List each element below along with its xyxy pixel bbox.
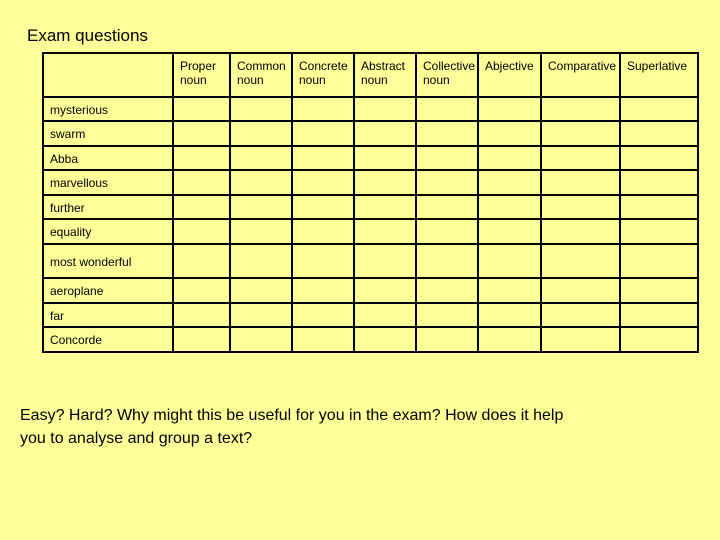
table-cell	[354, 244, 416, 279]
table-cell	[478, 278, 541, 302]
table-cell	[173, 170, 230, 194]
table-row	[43, 219, 698, 243]
table-cell	[173, 146, 230, 170]
table-cell	[620, 303, 698, 327]
table-cell	[230, 195, 292, 219]
table-cell	[541, 303, 620, 327]
table-cell	[292, 170, 354, 194]
table-cell	[620, 121, 698, 145]
table-cell	[230, 244, 292, 279]
row-label: far	[43, 303, 173, 327]
table-row	[43, 278, 698, 302]
row-label: equality	[43, 219, 173, 243]
table-cell	[292, 244, 354, 279]
table-cell	[230, 170, 292, 194]
table-cell	[292, 121, 354, 145]
table-row	[43, 97, 698, 121]
question-text: Easy? Hard? Why might this be useful for you in the exam? How does it help you to analyse and group a text?	[20, 407, 564, 447]
table-cell	[416, 97, 478, 121]
table-cell	[416, 146, 478, 170]
table-cell	[292, 97, 354, 121]
table-cell	[173, 244, 230, 279]
table-cell	[354, 327, 416, 352]
table-cell	[230, 303, 292, 327]
table-row	[43, 146, 698, 170]
header-corner-cell	[43, 53, 173, 97]
table-cell	[354, 97, 416, 121]
table-cell	[620, 327, 698, 352]
table-cell	[230, 146, 292, 170]
row-label: most wonderful	[43, 244, 173, 279]
table-cell	[354, 121, 416, 145]
table-cell	[173, 195, 230, 219]
table-cell	[478, 146, 541, 170]
table-cell	[478, 219, 541, 243]
table-cell	[292, 303, 354, 327]
table-row	[43, 244, 698, 279]
column-header: Abjective	[478, 53, 541, 97]
row-label: aeroplane	[43, 278, 173, 302]
table-cell	[620, 219, 698, 243]
column-header: Proper noun	[173, 53, 230, 97]
table-cell	[354, 278, 416, 302]
table-cell	[541, 195, 620, 219]
table-cell	[478, 195, 541, 219]
table-cell	[230, 278, 292, 302]
table-cell	[478, 97, 541, 121]
table-cell	[292, 219, 354, 243]
table-cell	[354, 303, 416, 327]
row-label: Abba	[43, 146, 173, 170]
table-cell	[354, 146, 416, 170]
table-cell	[620, 244, 698, 279]
table-cell	[173, 303, 230, 327]
table-cell	[292, 195, 354, 219]
table-row	[43, 170, 698, 194]
table-cell	[416, 121, 478, 145]
table-cell	[230, 121, 292, 145]
column-header: Concrete noun	[292, 53, 354, 97]
table-cell	[620, 278, 698, 302]
table-cell	[541, 170, 620, 194]
table-cell	[173, 327, 230, 352]
table-cell	[292, 146, 354, 170]
table-cell	[173, 219, 230, 243]
row-label: marvellous	[43, 170, 173, 194]
table-row	[43, 303, 698, 327]
table-row	[43, 121, 698, 145]
table-cell	[230, 327, 292, 352]
header-row	[43, 53, 698, 97]
table-cell	[173, 97, 230, 121]
table-cell	[292, 278, 354, 302]
table-cell	[354, 219, 416, 243]
row-label: further	[43, 195, 173, 219]
table-cell	[416, 303, 478, 327]
table-cell	[230, 219, 292, 243]
word-classification-table	[42, 52, 688, 353]
table-cell	[620, 146, 698, 170]
column-header: Abstract noun	[354, 53, 416, 97]
row-label: swarm	[43, 121, 173, 145]
table-cell	[230, 97, 292, 121]
column-header: Common noun	[230, 53, 292, 97]
table-cell	[354, 170, 416, 194]
table-cell	[416, 278, 478, 302]
column-header: Comparative	[541, 53, 620, 97]
table-cell	[416, 219, 478, 243]
table-cell	[541, 219, 620, 243]
table-cell	[478, 303, 541, 327]
table-cell	[416, 195, 478, 219]
table-cell	[541, 244, 620, 279]
row-label: Concorde	[43, 327, 173, 352]
table-cell	[541, 278, 620, 302]
table-cell	[541, 121, 620, 145]
table-cell	[416, 170, 478, 194]
table-cell	[620, 195, 698, 219]
table-cell	[541, 97, 620, 121]
table-row	[43, 327, 698, 352]
column-header: Collective noun	[416, 53, 478, 97]
page-title: Exam questions	[27, 26, 148, 45]
table-cell	[173, 121, 230, 145]
table-cell	[541, 327, 620, 352]
table-cell	[416, 327, 478, 352]
table-cell	[478, 327, 541, 352]
table-cell	[416, 244, 478, 279]
table-cell	[478, 244, 541, 279]
table-cell	[620, 97, 698, 121]
table-cell	[478, 170, 541, 194]
table-cell	[292, 327, 354, 352]
row-label: mysterious	[43, 97, 173, 121]
table-cell	[620, 170, 698, 194]
table-cell	[354, 195, 416, 219]
column-header: Superlative	[620, 53, 698, 97]
table-cell	[478, 121, 541, 145]
table-cell	[173, 278, 230, 302]
table-row	[43, 195, 698, 219]
table-cell	[541, 146, 620, 170]
